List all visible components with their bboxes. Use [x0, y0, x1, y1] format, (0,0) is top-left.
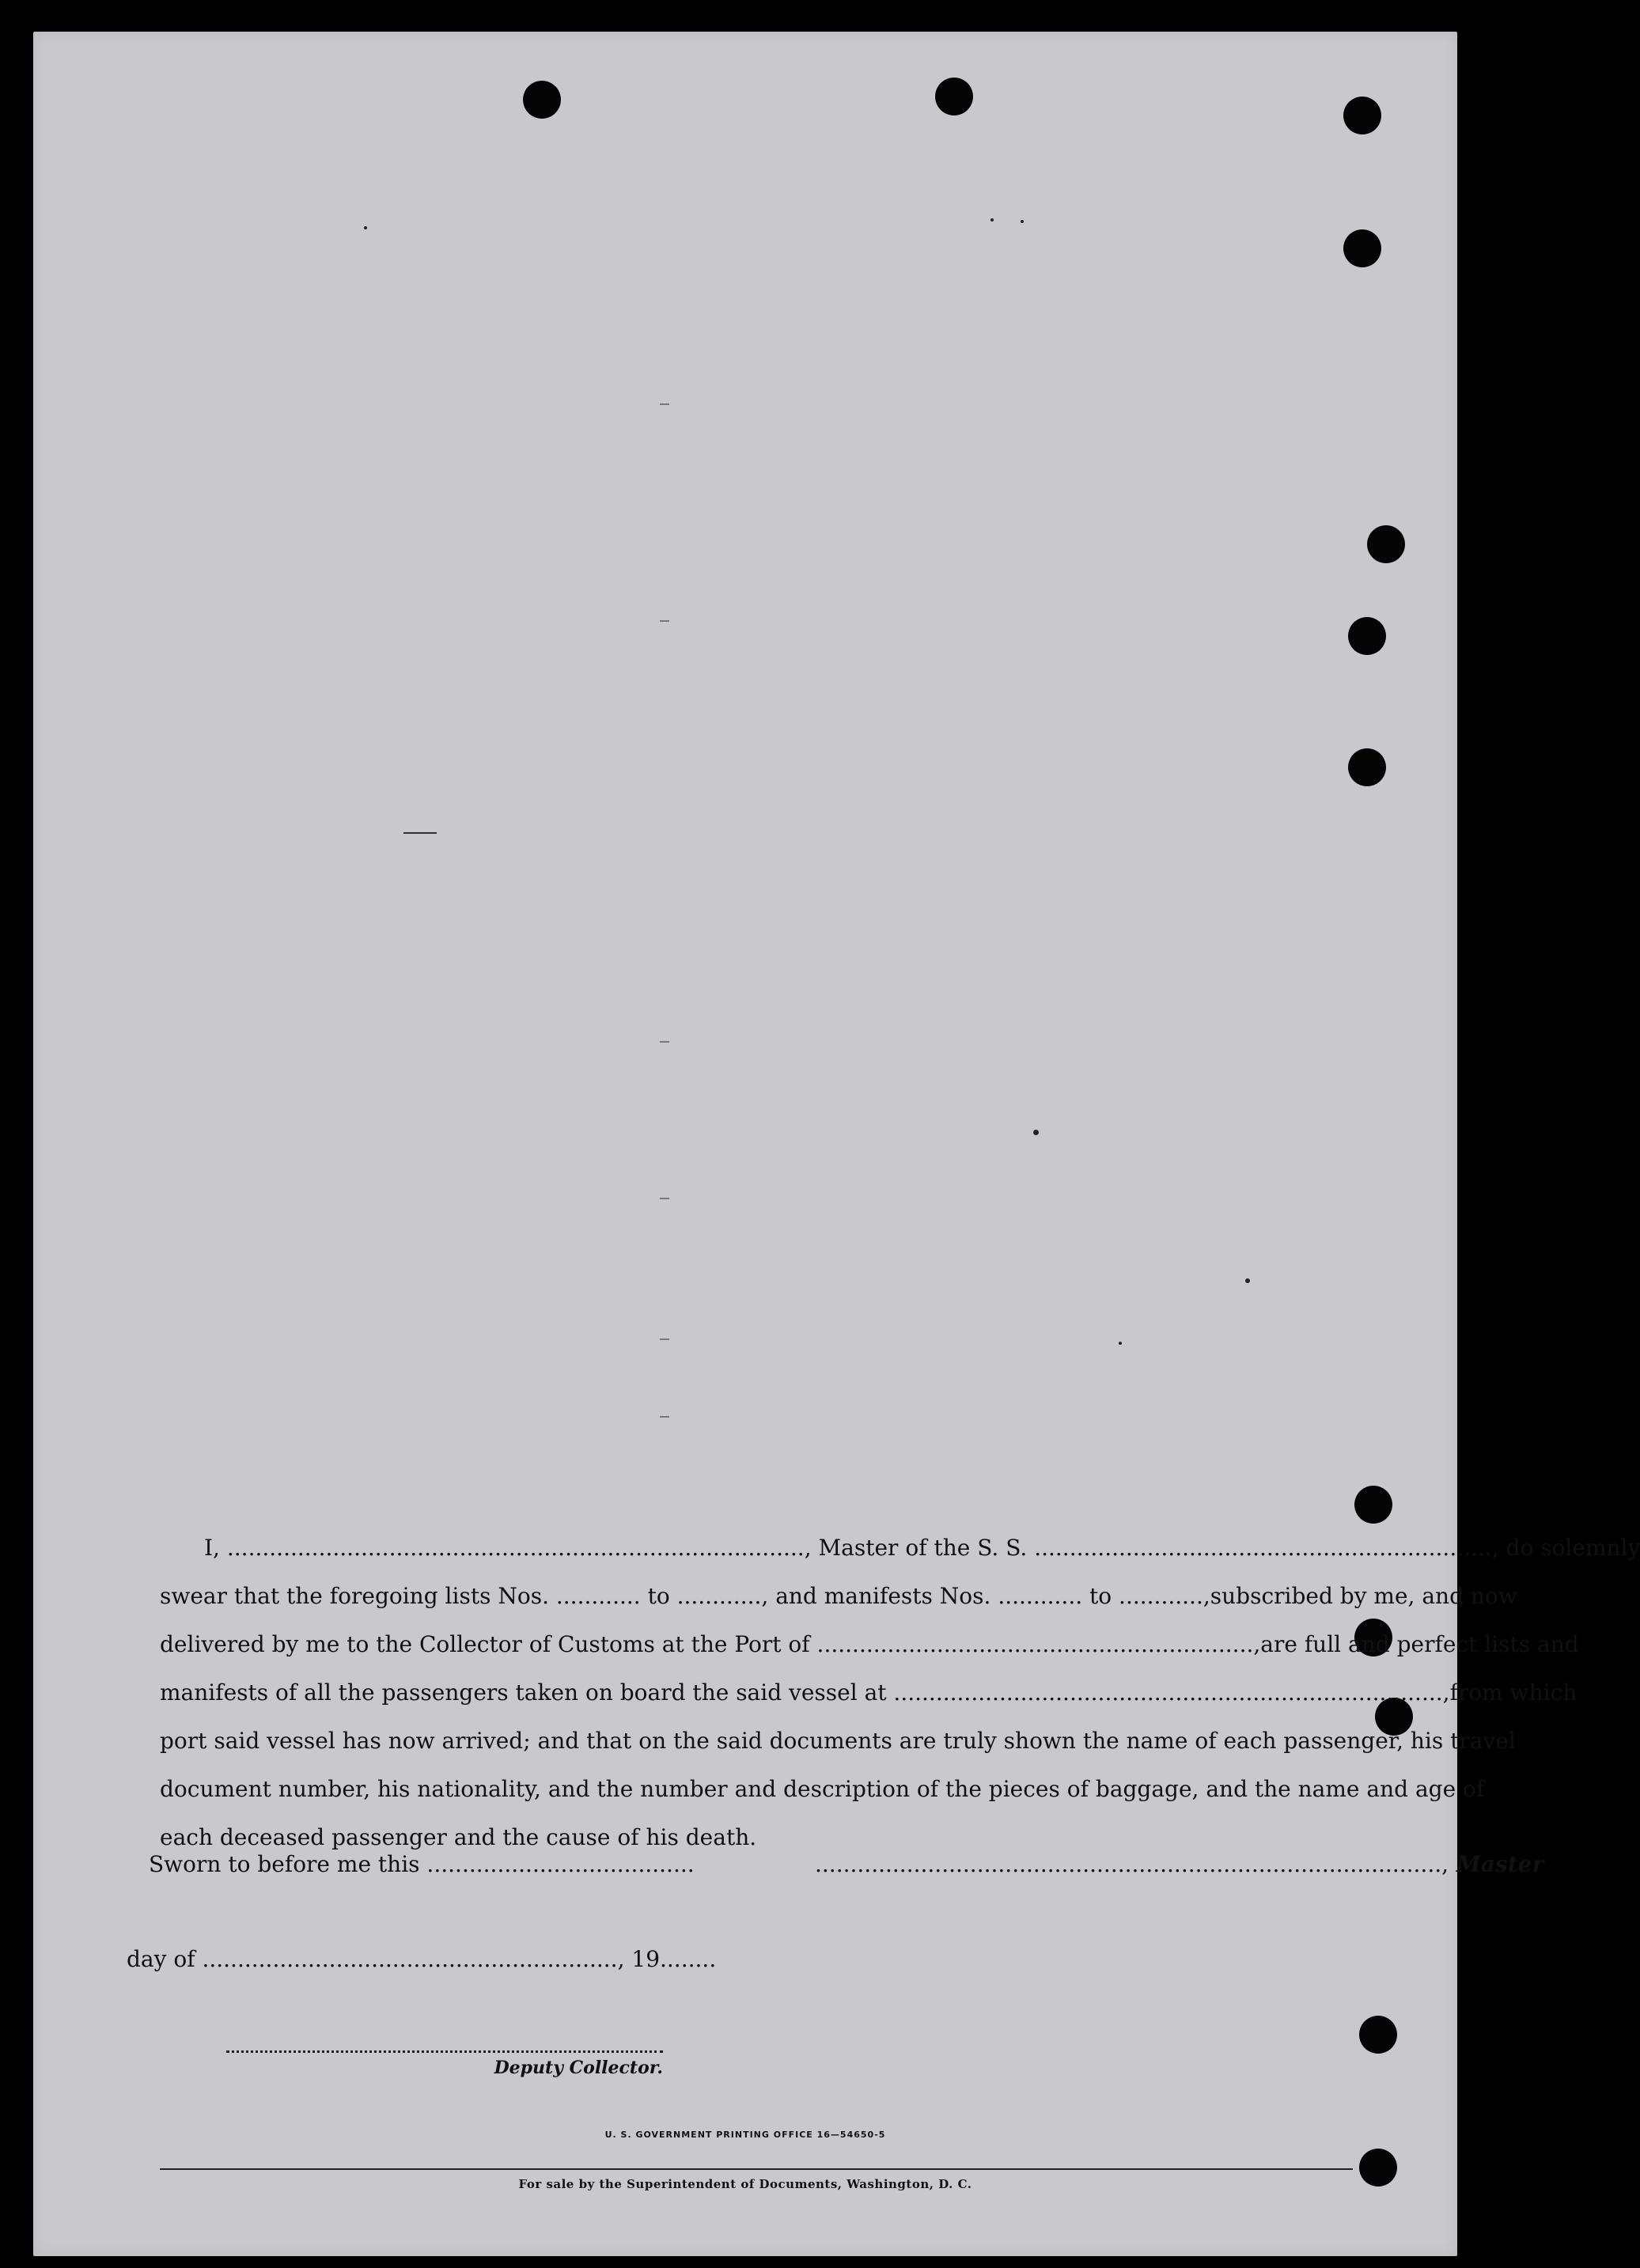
punch-hole — [1354, 1486, 1392, 1524]
oath-line — [160, 1668, 1578, 1717]
sale-notice: For sale by the Superintendent of Documents, Washington, D. C. — [518, 2177, 972, 2191]
speck-mark — [1033, 1130, 1039, 1135]
oath-line-segment: , Master of the S. S. ................................................................. — [804, 1535, 1492, 1561]
deputy-collector-label: Deputy Collector. — [494, 2058, 663, 2078]
fold-mark — [660, 620, 669, 622]
oath-line-segment: swear that the foregoing lists Nos. ............ to ............, and manifests Nos. ............ to ............, — [160, 1583, 1210, 1609]
punch-hole — [1348, 617, 1386, 655]
punch-hole — [1343, 229, 1381, 267]
speck-mark — [364, 226, 367, 229]
punch-hole — [523, 81, 561, 119]
oath-line-segment: I, .................................................................................. — [204, 1535, 805, 1561]
punch-hole — [1348, 748, 1386, 786]
oath-line — [160, 1620, 1579, 1668]
sworn-before-line — [149, 1851, 695, 1877]
speck-mark — [990, 218, 994, 221]
oath-line — [160, 1572, 1517, 1620]
printing-office-imprint: U. S. GOVERNMENT PRINTING OFFICE 16—54650-5 — [604, 2130, 886, 2140]
oath-line-segment: manifests of all the passengers taken on board the said vessel at .............................................................................., — [160, 1679, 1450, 1706]
oath-line-segment: port said vessel has now arrived; and that on the said documents are truly shown the name of each passenger, his travel — [160, 1728, 1516, 1754]
fold-mark — [660, 1338, 669, 1340]
oath-line-segment: document number, his nationality, and the number and description of the pieces of baggage, and the name and age of — [160, 1776, 1485, 1802]
day-of-text: day of ..........................................................., 19........ — [127, 1946, 717, 1972]
fold-mark — [660, 1416, 669, 1418]
footer-rule — [160, 2168, 1353, 2170]
speck-mark — [1021, 220, 1024, 223]
stray-mark — [403, 832, 437, 834]
oath-paragraph — [160, 1524, 1640, 1861]
oath-line-segment: each deceased passenger and the cause of his death. — [160, 1824, 757, 1850]
punch-hole — [1359, 2016, 1397, 2054]
oath-line-segment: subscribed by me, and now — [1210, 1583, 1517, 1609]
oath-line-segment: from which — [1449, 1679, 1578, 1706]
sworn-before-text: Sworn to before me this ...................................... — [149, 1851, 695, 1877]
fold-mark — [660, 1198, 669, 1199]
oath-line-segment: are full and perfect lists and — [1260, 1631, 1579, 1657]
speck-mark — [1119, 1342, 1122, 1345]
punch-hole — [935, 78, 973, 115]
deputy-collector-signature — [226, 2050, 663, 2078]
oath-line-segment: , do solemnly — [1491, 1535, 1640, 1561]
document-sheet — [33, 32, 1640, 2256]
punch-hole — [1367, 525, 1405, 563]
oath-line — [160, 1765, 1485, 1813]
oath-line-segment: delivered by me to the Collector of Customs at the Port of .............................................................., — [160, 1631, 1261, 1657]
day-of-line — [127, 1946, 716, 1972]
fold-mark — [660, 1041, 669, 1043]
speck-mark — [1245, 1278, 1250, 1283]
punch-hole — [1343, 97, 1381, 134]
master-signature-dots: ........................................................................................., — [815, 1851, 1449, 1877]
fold-mark — [660, 403, 669, 405]
master-label: Master — [1449, 1851, 1544, 1877]
master-signature-line — [815, 1851, 1543, 1877]
oath-line — [160, 1717, 1516, 1765]
oath-line — [160, 1524, 1640, 1572]
